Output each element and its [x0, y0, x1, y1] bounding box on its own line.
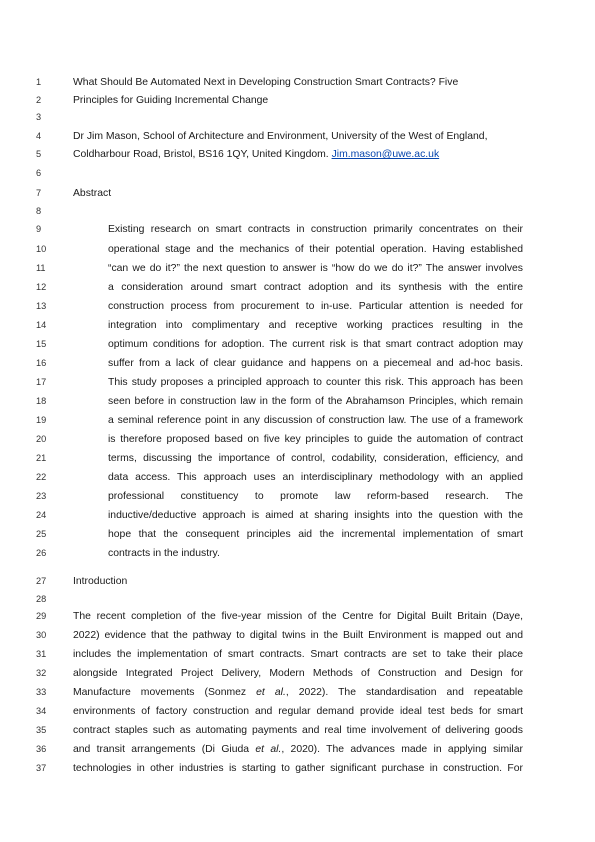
- line-number: 19: [36, 415, 47, 425]
- line-number: 35: [36, 725, 47, 735]
- manuscript-line: [0, 185, 595, 202]
- line-text: a seminal reference point in any discussion of construction law. The use of a framework: [108, 415, 523, 426]
- line-text: integration into complimentary and receptive working practices resulting in the: [108, 320, 523, 331]
- line-number: 15: [36, 339, 47, 349]
- line-text: data access. This approach uses an interdisciplinary methodology with an applied: [108, 472, 523, 483]
- line-text: contract staples such as automating payments and real time involvement of delivering goods: [73, 725, 523, 736]
- line-number: 4: [36, 131, 42, 141]
- manuscript-line: [0, 684, 595, 701]
- manuscript-line: [0, 241, 595, 258]
- line-text: Manufacture movements (Sonmez et al., 2022). The standardisation and repeatable: [73, 687, 523, 698]
- manuscript-line: [0, 355, 595, 372]
- line-number: 31: [36, 649, 47, 659]
- line-text: Introduction: [73, 576, 128, 587]
- manuscript-line: [0, 646, 595, 663]
- manuscript-line: [0, 165, 595, 182]
- line-number: 23: [36, 491, 47, 501]
- manuscript-line: [0, 203, 595, 220]
- line-text: alongside Integrated Project Delivery, Modern Methods of Construction and Design for: [73, 668, 523, 679]
- line-number: 2: [36, 95, 42, 105]
- manuscript-line: [0, 221, 595, 238]
- manuscript-line: [0, 469, 595, 486]
- line-text: Existing research on smart contracts in construction primarily concentrates on their: [108, 224, 523, 235]
- line-number: 17: [36, 377, 47, 387]
- manuscript-line: [0, 412, 595, 429]
- manuscript-line: [0, 92, 595, 109]
- manuscript-line: [0, 573, 595, 590]
- line-number: 22: [36, 472, 47, 482]
- line-number: 25: [36, 529, 47, 539]
- line-number: 12: [36, 282, 47, 292]
- manuscript-line: [0, 260, 595, 277]
- line-number: 11: [36, 263, 46, 273]
- manuscript-line: [0, 722, 595, 739]
- manuscript-line: [0, 74, 595, 91]
- line-text: Abstract: [73, 188, 112, 199]
- line-number: 26: [36, 548, 47, 558]
- manuscript-line: [0, 703, 595, 720]
- line-text: This study proposes a principled approach to counter this risk. This approach has been: [108, 377, 523, 388]
- line-number: 3: [36, 112, 42, 122]
- line-number: 37: [36, 763, 47, 773]
- line-text: Principles for Guiding Incremental Change: [73, 95, 269, 106]
- manuscript-line: [0, 317, 595, 334]
- line-text: contracts in the industry.: [108, 548, 220, 559]
- line-text: hope that the consequent principles aid the incremental implementation of smart: [108, 529, 523, 540]
- line-number: 13: [36, 301, 47, 311]
- manuscript-line: [0, 336, 595, 353]
- line-text: suffer from a lack of clear guidance and happens on a piecemeal and ad-hoc basis.: [108, 358, 523, 369]
- line-number: 20: [36, 434, 47, 444]
- manuscript-line: [0, 488, 595, 505]
- line-text: environments of factory construction and regular demand provide ideal test beds for smart: [73, 706, 523, 717]
- manuscript-line: [0, 760, 595, 777]
- line-number: 30: [36, 630, 47, 640]
- line-text: The recent completion of the five-year mission of the Centre for Digital Built Britain (Daye,: [73, 611, 523, 622]
- manuscript-line: [0, 665, 595, 682]
- line-number: 7: [36, 188, 42, 198]
- manuscript-line: [0, 374, 595, 391]
- line-text: includes the implementation of smart contracts. Smart contracts are set to take their place: [73, 649, 523, 660]
- line-text: Dr Jim Mason, School of Architecture and Environment, University of the West of England,: [73, 131, 488, 142]
- line-text: is therefore proposed based on five key principles to guide the automation of contract: [108, 434, 523, 445]
- manuscript-line: [0, 741, 595, 758]
- line-text: and transit arrangements (Di Giuda et al., 2020). The advances made in applying similar: [73, 744, 523, 755]
- line-text: technologies in other industries is starting to gather significant purchase in construction. For: [73, 763, 523, 774]
- line-number: 28: [36, 594, 47, 604]
- manuscript-line: [0, 146, 595, 163]
- manuscript-line: [0, 608, 595, 625]
- line-text: inductive/deductive approach is aimed at sharing insights into the question with the: [108, 510, 523, 521]
- manuscript-line: [0, 279, 595, 296]
- line-text: What Should Be Automated Next in Developing Construction Smart Contracts? Five: [73, 77, 459, 88]
- manuscript-line: [0, 627, 595, 644]
- line-number: 14: [36, 320, 47, 330]
- line-number: 16: [36, 358, 47, 368]
- manuscript-line: [0, 393, 595, 410]
- line-number: 32: [36, 668, 47, 678]
- line-number: 36: [36, 744, 47, 754]
- line-text: seen before in construction law in the form of the Abrahamson Principles, which remain: [108, 396, 523, 407]
- line-number: 21: [36, 453, 47, 463]
- line-number: 9: [36, 224, 42, 234]
- line-number: 34: [36, 706, 47, 716]
- manuscript-line: [0, 298, 595, 315]
- line-text: optimum conditions for adoption. The current risk is that smart contract adoption may: [108, 339, 523, 350]
- line-number: 27: [36, 576, 47, 586]
- line-text: terms, discussing the importance of control, codability, consideration, efficiency, and: [108, 453, 523, 464]
- line-number: 6: [36, 168, 42, 178]
- manuscript-line: [0, 545, 595, 562]
- line-number: 24: [36, 510, 47, 520]
- line-number: 8: [36, 206, 42, 216]
- line-text: “can we do it?” the next question to answer is “how do we do it?” The answer involves: [108, 263, 523, 274]
- line-number: 29: [36, 611, 47, 621]
- line-text: 2022) evidence that the pathway to digital twins in the Built Environment is mapped out and: [73, 630, 523, 641]
- line-number: 1: [36, 77, 42, 87]
- manuscript-line: [0, 128, 595, 145]
- line-text: Coldharbour Road, Bristol, BS16 1QY, United Kingdom. Jim.mason@uwe.ac.uk: [73, 149, 440, 160]
- manuscript-line: [0, 450, 595, 467]
- line-number: 18: [36, 396, 47, 406]
- manuscript-line: [0, 526, 595, 543]
- line-text: professional constituency to promote law reform-based research. The: [108, 491, 523, 502]
- author-email-link[interactable]: Jim.mason@uwe.ac.uk: [331, 149, 440, 160]
- manuscript-line: [0, 591, 595, 608]
- line-text: construction process from procurement to in-use. Particular attention is needed for: [108, 301, 523, 312]
- line-number: 5: [36, 149, 42, 159]
- manuscript-line: [0, 109, 595, 126]
- line-text: a consideration around smart contract adoption and its synthesis with the entire: [108, 282, 523, 293]
- manuscript-line: [0, 507, 595, 524]
- line-number: 33: [36, 687, 47, 697]
- line-number: 10: [36, 244, 47, 254]
- line-text: operational stage and the mechanics of their potential operation. Having established: [108, 244, 523, 255]
- manuscript-line: [0, 431, 595, 448]
